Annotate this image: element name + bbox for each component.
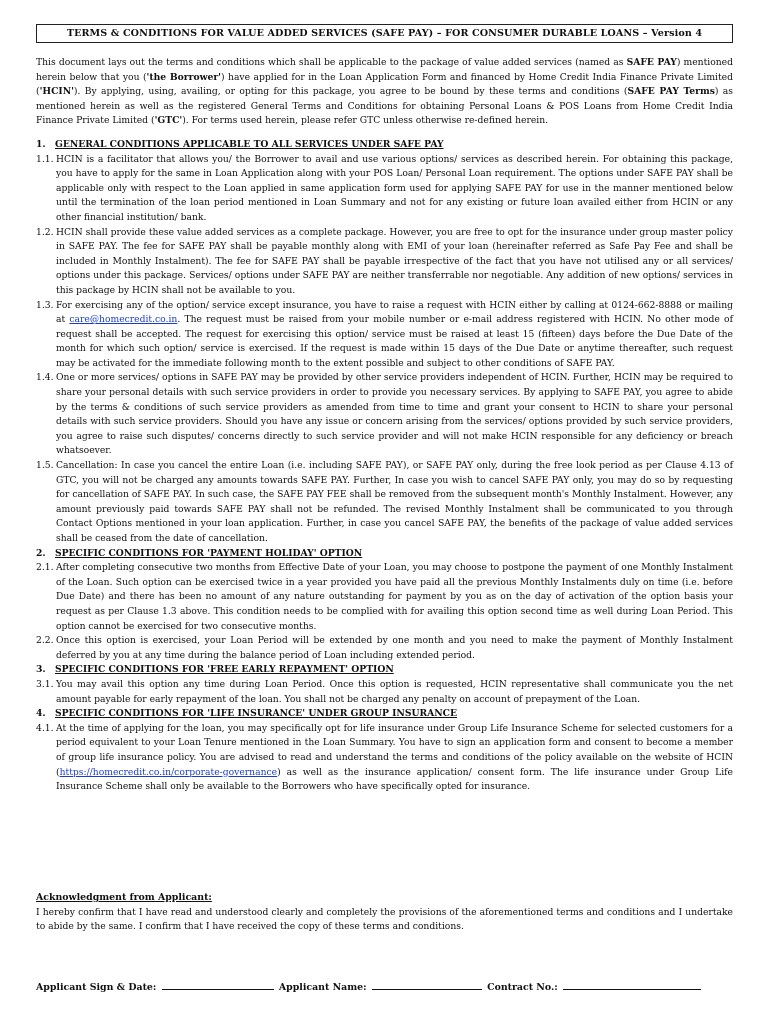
section-heading: [36, 663, 733, 678]
clause-text: Cancellation: In case you cancel the entire Loan (i.e. including SAFE PAY), or SAFE PAY only, during the free look period as per Clause 4.13 of GTC, you will not be charged any amounts towards SAFE PAY. Further, In case you wish to cancel SAFE PAY only, you may do so by requesting for cancellation of SAFE PAY. In such case, the SAFE PAY FEE shall be removed from the subsequent month's Monthly Instalment. However, any amount previously paid towards SAFE PAY shall not be refunded. The revised Monthly Instalment shall be communicated to you through Contact Options mentioned in your loan application. Further, in case you cancel SAFE PAY, the benefits of the package of value added services shall be ceased from the date of cancellation.: [56, 460, 733, 544]
section-heading: [36, 547, 733, 562]
clause-number: 4.1.: [36, 722, 54, 734]
section-number: 3.: [36, 664, 46, 676]
clause-number: 1.2.: [36, 226, 54, 238]
corporate-governance-link[interactable]: https://homecredit.co.in/corporate-governance: [59, 766, 278, 778]
clause-number: 3.1.: [36, 678, 54, 690]
support-email-link[interactable]: care@homecredit.co.in: [69, 314, 178, 326]
applicant-name-label: Applicant Name:: [278, 982, 367, 993]
intro-bold-term: SAFE PAY Terms: [627, 86, 715, 98]
clause-text: After completing consecutive two months from Effective Date of your Loan, you may choose to postpone the payment of one Monthly Instalment of the Loan. Such option can be exercised twice in a year provided you have paid all the previous Monthly Instalments duly on time (i.e. before Due Date) and there has been no amount of any nature outstanding for payment by you as on the day of activation of the option basis your request as per Clause 1.3 above. This condition needs to be complied with for availing this option second time as well during Loan Period. This option cannot be exercised for two consecutive months.: [56, 562, 733, 632]
sign-date-label: Applicant Sign & Date:: [36, 982, 157, 993]
section-title: GENERAL CONDITIONS APPLICABLE TO ALL SERVICES UNDER SAFE PAY: [55, 138, 444, 150]
clause-number: 2.2.: [36, 635, 54, 647]
intro-text: This document lays out the terms and conditions which shall be applicable to the package of value added services (named as: [36, 57, 627, 68]
clause-number: 1.4.: [36, 372, 54, 384]
intro-text: ) as mentioned herein as well as the registered General Terms and Conditions for obtaining Personal Loans & POS Loans from Home Credit India Finance Private Limited (: [36, 86, 733, 127]
signature-line: [36, 981, 733, 993]
document-title: TERMS & CONDITIONS FOR VALUE ADDED SERVICES (SAFE PAY) – FOR CONSUMER DURABLE LOANS – Version 4: [36, 24, 733, 43]
clause-text-part: At the time of applying for the loan, you may specifically opt for life insurance under Group Life Insurance Scheme for selected customers for a period equivalent to your Loan Tenure mentioned in the Loan Summary. You have to sign an application form and consent to become a member of group life insurance policy. You are advised to read and understand the terms and conditions of the policy available on the website of HCIN (: [56, 722, 733, 778]
section-title: SPECIFIC CONDITIONS FOR 'FREE EARLY REPAYMENT' OPTION: [55, 664, 394, 676]
clause: [36, 226, 733, 299]
acknowledgment-heading: Acknowledgment from Applicant:: [36, 892, 212, 903]
intro-paragraph: [36, 56, 733, 129]
clause: [36, 561, 733, 634]
intro-text: ). By applying, using, availing, or opting for this package, you agree to be bound by these terms and conditions (: [73, 86, 628, 98]
clause-text: [56, 722, 733, 795]
clause-number: 1.5.: [36, 460, 54, 472]
intro-text: ). For terms used herein, please refer GTC unless otherwise re-defined herein.: [182, 115, 549, 127]
clause: [36, 299, 733, 372]
intro-text: ) have applied for in the Loan Application Form and financed by Home Credit India Finance Private Limited (: [36, 71, 733, 98]
intro-text: ) mentioned herein below that you (: [36, 57, 733, 83]
intro-bold-term: SAFE PAY: [626, 57, 677, 68]
clause-text-part: . The request must be raised from your mobile number or e-mail address registered with HCIN. No other mode of request shall be accepted. The request for exercising this option/ service must be raised at least 15 (fifteen) days before the Due Date of the month for which such option/ service is exercised. If the request is made within 15 days of the Due Date or anytime thereafter, such request may be activated for the immediate following month to the extent possible and subject to other conditions of SAFE PAY.: [56, 314, 733, 369]
clause-text: You may avail this option any time during Loan Period. Once this option is requested, HCIN representative shall communicate you the net amount payable for early repayment of the loan. You shall not be charged any penalty on account of prepayment of the Loan.: [56, 678, 733, 705]
clause-number: 2.1.: [36, 562, 54, 574]
clause-text-part: ) as well as the insurance application/ consent form. The life insurance under Group Life Insurance Scheme shall only be available to the Borrowers who have specifically opted for insurance.: [56, 766, 733, 793]
intro-bold-term: 'GTC': [154, 115, 183, 127]
clause: [36, 459, 733, 547]
section-heading: [36, 138, 733, 153]
section-title: SPECIFIC CONDITIONS FOR 'LIFE INSURANCE' UNDER GROUP INSURANCE: [55, 708, 457, 720]
section-title: SPECIFIC CONDITIONS FOR 'PAYMENT HOLIDAY' OPTION: [55, 547, 363, 559]
clause-text: Once this option is exercised, your Loan Period will be extended by one month and you need to make the payment of Monthly Instalment deferred by you at any time during the balance period of Loan including extended period.: [56, 635, 733, 661]
clause: [36, 153, 733, 226]
acknowledgment-block: [36, 891, 733, 935]
clause-text-part: For exercising any of the option/ service except insurance, you have to raise a request with HCIN either by calling at 0124-662-8888 or mailing at: [56, 299, 733, 326]
clause-number: 1.1.: [36, 153, 54, 165]
acknowledgment-text: I hereby confirm that I have read and understood clearly and completely the provisions of the aforementioned terms and conditions and I undertake to abide by the same. I confirm that I have received the copy of these terms and conditions.: [36, 906, 733, 933]
applicant-name-field[interactable]: [372, 981, 482, 990]
intro-bold-term: 'HCIN': [39, 86, 74, 98]
clause: [36, 634, 733, 663]
clause-text: [56, 299, 733, 372]
clause-text: HCIN is a facilitator that allows you/ the Borrower to avail and use various options/ services as described herein. For obtaining this package, you have to apply for the same in Loan Application along with your POS Loan/ Personal Loan requirement. The options under SAFE PAY shall be applicable only with respect to the Loan applied in same application form used for applying SAFE PAY for use in the manner mentioned below until the termination of the loan period mentioned in Loan Summary and not for any existing or future loan availed either from HCIN or any other financial institution/ bank.: [56, 153, 733, 223]
contract-number-field[interactable]: [563, 981, 701, 990]
clause: [36, 678, 733, 707]
document-page: [36, 24, 733, 795]
section-number: 2.: [36, 547, 46, 559]
clause-text: One or more services/ options in SAFE PAY may be provided by other service providers independent of HCIN. Further, HCIN may be required to share your personal details with such service providers in order to provide you necessary services. By applying to SAFE PAY, you agree to abide by the terms & conditions of such service providers as amended from time to time and grant your consent to HCIN to share your personal details with such service providers. Should you have any issue or concern arising from the services/ options provided by such service providers, you agree to raise such disputes/ concerns directly to such service provider and will not make HCIN responsible for any deficiency or breach whatsoever.: [56, 372, 733, 457]
contract-number-label: Contract No.:: [487, 982, 558, 993]
intro-bold-term: 'the Borrower': [146, 71, 221, 83]
clause-text: HCIN shall provide these value added services as a complete package. However, you are free to opt for the insurance under group master policy in SAFE PAY. The fee for SAFE PAY shall be payable monthly along with EMI of your loan (hereinafter referred as Safe Pay Fee and shall be included in Monthly Instalment). The fee for SAFE PAY shall be payable irrespective of the fact that you have not utilised any or all services/ options under this package. Services/ options under SAFE PAY are neither transferrable nor negotiable. Any addition of new options/ services in this package by HCIN shall not be available to you.: [56, 226, 733, 296]
section-number: 4.: [36, 708, 46, 720]
clause: [36, 722, 733, 795]
section-number: 1.: [36, 138, 46, 150]
clause: [36, 371, 733, 459]
section-heading: [36, 707, 733, 722]
sign-date-field[interactable]: [162, 981, 274, 990]
clause-number: 1.3.: [36, 299, 54, 311]
